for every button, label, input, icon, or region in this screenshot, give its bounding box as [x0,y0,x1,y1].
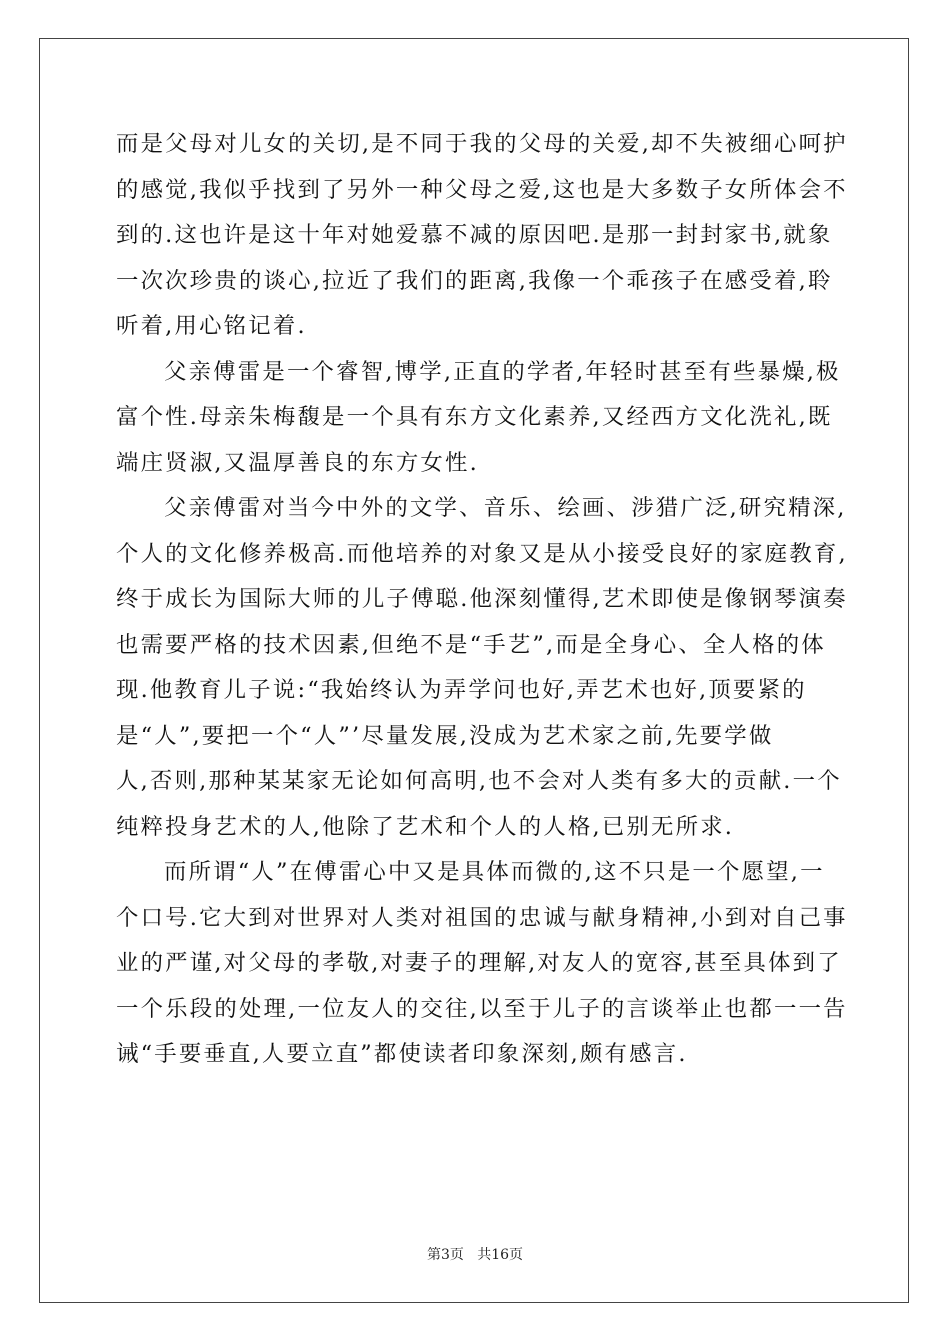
page-number-footer: 第3页 共16页 [426,1247,524,1263]
document-body [116,122,848,1078]
paragraph [116,850,848,1078]
text-line: 一次次珍贵的谈心,拉近了我们的距离,我像一个乖孩子在感受着,聆 [116,267,833,294]
text-line: 纯粹投身艺术的人,他除了艺术和个人的人格,已别无所求. [116,813,735,840]
text-line: 听着,用心铭记着. [116,313,307,339]
text-line: 人,否则,那种某某家无论如何高明,也不会对人类有多大的贡献.一个 [116,768,842,794]
paragraph [116,122,848,350]
paragraph [116,350,841,487]
text-line: 父亲傅雷是一个睿智,博学,正直的学者,年轻时甚至有些暴燥,极 [164,358,841,385]
text-line: 端庄贤淑,又温厚善良的东方女性. [116,449,479,476]
text-line: 业的严谨,对父母的孝敬,对妻子的理解,对友人的宽容,甚至具体到了 [116,950,842,976]
text-line: 而所谓“人”在傅雷心中又是具体而微的,这不只是一个愿望,一 [164,859,825,885]
text-line: 个口号.它大到对世界对人类对祖国的忠诚与献身精神,小到对自己事 [116,904,848,931]
text-line: 到的.这也许是这十年对她爱慕不减的原因吧.是那一封封家书,就象 [116,222,833,248]
text-line: 富个性.母亲朱梅馥是一个具有东方文化素养,又经西方文化洗礼,既 [116,404,833,430]
text-line: 而是父母对儿女的关切,是不同于我的父母的关爱,却不失被细心呵护 [116,131,848,157]
text-line: 诫“手要垂直,人要立直”都使读者印象深刻,颇有感言. [116,1041,688,1067]
text-line: 终于成长为国际大师的儿子傅聪.他深刻懂得,艺术即使是像钢琴演奏 [116,586,848,612]
text-line: 现.他教育儿子说:“我始终认为弄学问也好,弄艺术也好,顶要紧的 [116,677,807,703]
text-line: 一个乐段的处理,一位友人的交往,以至于儿子的言谈举止也都一一告 [116,995,848,1022]
text-line: 的感觉,我似乎找到了另外一种父母之爱,这也是大多数子女所体会不 [116,176,848,203]
text-line: 也需要严格的技术因素,但绝不是“手艺”,而是全身心、全人格的体 [116,631,826,658]
text-line: 个人的文化修养极高.而他培养的对象又是从小接受良好的家庭教育, [116,540,848,567]
text-line: 父亲傅雷对当今中外的文学、音乐、绘画、涉猎广泛,研究精深, [164,495,847,521]
paragraph [116,486,848,850]
text-line: 是“人”,要把一个“人”’尽量发展,没成为艺术家之前,先要学做 [116,722,774,749]
